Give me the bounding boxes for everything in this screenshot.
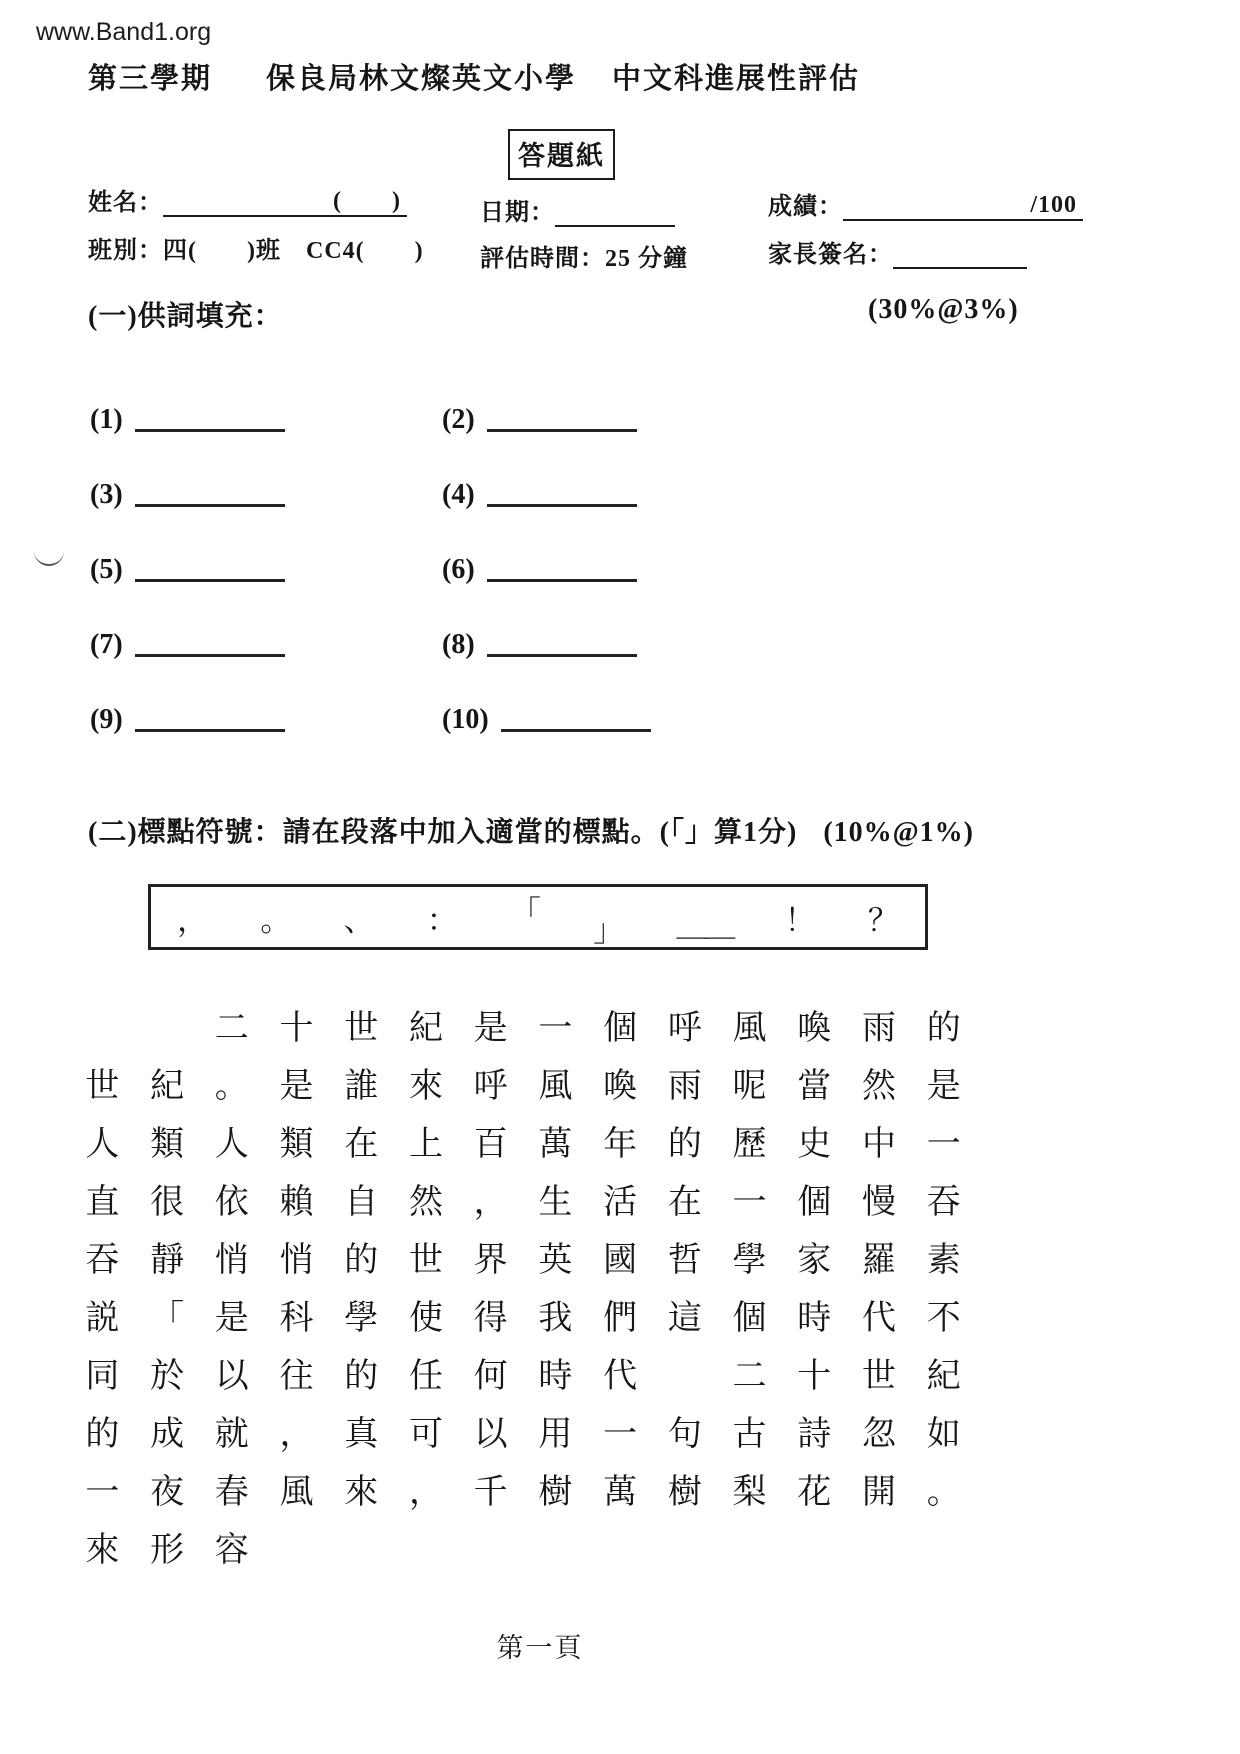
paragraph-row: [70, 1290, 976, 1348]
char-cell: 一: [603, 1416, 638, 1453]
char-cell: 開: [861, 1474, 896, 1511]
fill-in-blank-item: [90, 546, 442, 584]
class-value: 四( )班 CC4( ): [163, 238, 424, 264]
char-cell: 就: [214, 1416, 249, 1453]
char-cell: 時: [538, 1358, 573, 1395]
char-cell: 個: [603, 1010, 638, 1047]
char-cell: 雨: [667, 1068, 702, 1105]
char-cell: 一: [85, 1474, 120, 1511]
char-cell: 春: [214, 1474, 249, 1511]
fill-in-blank-item: [90, 696, 442, 734]
paragraph-row: [70, 1000, 976, 1058]
char-cell: 十: [797, 1358, 832, 1395]
watermark: www.Band1.org: [36, 18, 212, 46]
char-cell: 自: [344, 1184, 379, 1221]
answer-sheet-label: 答題紙: [508, 129, 615, 180]
char-cell: 得: [473, 1300, 508, 1337]
char-cell: ，: [408, 1474, 443, 1511]
document-title: [88, 56, 860, 97]
answer-blank-line[interactable]: [487, 429, 637, 432]
paragraph-row: [70, 1522, 976, 1580]
date-input-line[interactable]: [555, 195, 675, 227]
char-cell: 往: [279, 1358, 314, 1395]
char-cell: 學: [344, 1300, 379, 1337]
punctuation-symbol: ？: [867, 902, 899, 938]
char-cell: 二: [214, 1010, 249, 1047]
section2-marks: (10%@1%): [823, 817, 975, 848]
char-cell: 史: [797, 1126, 832, 1163]
char-cell: 在: [344, 1126, 379, 1163]
char-cell: 一: [926, 1126, 961, 1163]
char-cell: 然: [408, 1184, 443, 1221]
char-cell: 是: [473, 1010, 508, 1047]
char-cell: 世: [344, 1010, 379, 1047]
blank-number: (2): [442, 404, 475, 435]
char-cell: 是: [279, 1068, 314, 1105]
char-cell: 使: [408, 1300, 443, 1337]
char-cell: 萬: [538, 1126, 573, 1163]
date-label: 日期：: [480, 200, 555, 226]
char-cell: 十: [279, 1010, 314, 1047]
char-cell: 代: [861, 1300, 896, 1337]
char-cell: ，: [279, 1416, 314, 1453]
answer-blank-line[interactable]: [135, 729, 285, 732]
char-cell: 類: [150, 1126, 185, 1163]
char-cell: 英: [538, 1242, 573, 1279]
char-cell: 風: [538, 1068, 573, 1105]
char-cell: 上: [408, 1126, 443, 1163]
score-label: 成績：: [768, 194, 843, 220]
char-cell: 世: [861, 1358, 896, 1395]
char-cell: 紀: [408, 1010, 443, 1047]
paragraph-row: [70, 1406, 976, 1464]
stray-pen-mark: [34, 548, 64, 566]
name-input-line[interactable]: [163, 185, 407, 217]
char-cell: 樹: [538, 1474, 573, 1511]
char-cell: 任: [408, 1358, 443, 1395]
char-cell: 呼: [667, 1010, 702, 1047]
fill-in-blank-item: [442, 696, 794, 734]
answer-blank-line[interactable]: [487, 654, 637, 657]
char-cell: 靜: [150, 1242, 185, 1279]
fill-in-blank-item: [442, 396, 794, 434]
duration-value: 25 分鐘: [605, 246, 688, 272]
char-cell: 學: [732, 1242, 767, 1279]
char-cell: 夜: [150, 1474, 185, 1511]
name-bracket-suffix: ( ): [333, 188, 401, 214]
char-cell: 時: [797, 1300, 832, 1337]
blank-number: (8): [442, 629, 475, 660]
blank-number: (1): [90, 404, 123, 435]
char-cell: 吞: [85, 1242, 120, 1279]
char-cell: 代: [603, 1358, 638, 1395]
char-cell: 哲: [667, 1242, 702, 1279]
fill-in-blank-item: [90, 471, 442, 509]
char-cell: 於: [150, 1358, 185, 1395]
parent-signature-label: 家長簽名：: [768, 242, 893, 268]
blank-number: (9): [90, 704, 123, 735]
char-cell: 來: [85, 1532, 120, 1569]
term-label: 第三學期: [88, 63, 213, 95]
paragraph-row: [70, 1232, 976, 1290]
fill-in-blank-item: [442, 621, 794, 659]
punctuation-symbol: 。: [260, 902, 292, 938]
char-cell: 説: [85, 1300, 120, 1337]
school-name: 保良局林文燦英文小學: [266, 63, 577, 95]
name-field: [88, 182, 407, 217]
char-cell: 活: [603, 1184, 638, 1221]
char-cell: 的: [926, 1010, 961, 1047]
answer-blank-line[interactable]: [135, 579, 285, 582]
assessment-name: 中文科進展性評估: [612, 63, 861, 95]
char-cell: 。: [214, 1068, 249, 1105]
char-cell: 詩: [797, 1416, 832, 1453]
punctuation-symbol: 」: [593, 912, 625, 948]
blank-number: (5): [90, 554, 123, 585]
fill-in-blank-item: [90, 621, 442, 659]
char-cell: 類: [279, 1126, 314, 1163]
char-cell: 的: [344, 1242, 379, 1279]
char-cell: 形: [150, 1532, 185, 1569]
char-cell: 一: [732, 1184, 767, 1221]
char-cell: 直: [85, 1184, 120, 1221]
char-cell: 樹: [667, 1474, 702, 1511]
char-cell: 「: [150, 1300, 185, 1337]
char-cell: 忽: [861, 1416, 896, 1453]
char-cell: 。: [926, 1474, 961, 1511]
char-cell: 科: [279, 1300, 314, 1337]
char-cell: 這: [667, 1300, 702, 1337]
paragraph-row: [70, 1174, 976, 1232]
paragraph-row: [70, 1348, 976, 1406]
duration-label: 評估時間：: [480, 246, 605, 272]
char-cell: 喚: [797, 1010, 832, 1047]
char-cell: 喚: [603, 1068, 638, 1105]
name-label: 姓名：: [88, 190, 163, 216]
paragraph-row: [70, 1464, 976, 1522]
char-cell: 個: [732, 1300, 767, 1337]
char-cell: 賴: [279, 1184, 314, 1221]
char-cell: 如: [926, 1416, 961, 1453]
char-cell: 雨: [861, 1010, 896, 1047]
char-cell: 人: [214, 1126, 249, 1163]
char-cell: 用: [538, 1416, 573, 1453]
score-max: /100: [1030, 192, 1077, 218]
answer-blank-line[interactable]: [487, 504, 637, 507]
paragraph-grid: [70, 1000, 976, 1580]
score-field: [768, 186, 1083, 221]
char-cell: 千: [473, 1474, 508, 1511]
char-cell: 的: [85, 1416, 120, 1453]
answer-blank-line[interactable]: [135, 429, 285, 432]
fill-in-blank-item: [90, 396, 442, 434]
char-cell: 素: [926, 1242, 961, 1279]
char-cell: 何: [473, 1358, 508, 1395]
char-cell: 風: [279, 1474, 314, 1511]
page-number: 第一頁: [496, 1633, 584, 1663]
duration-field: [480, 238, 688, 273]
answer-blank-line[interactable]: [135, 504, 285, 507]
section2-heading: [88, 810, 974, 850]
char-cell: 界: [473, 1242, 508, 1279]
char-cell: 家: [797, 1242, 832, 1279]
parent-signature-line[interactable]: [893, 237, 1027, 269]
char-cell: 萬: [603, 1474, 638, 1511]
char-cell: 當: [797, 1068, 832, 1105]
char-cell: 以: [473, 1416, 508, 1453]
punctuation-symbol: ！: [784, 902, 816, 938]
char-cell: 年: [603, 1126, 638, 1163]
fill-in-blanks-grid: [90, 396, 794, 734]
punctuation-symbol: ＿＿: [676, 906, 733, 942]
char-cell: 風: [732, 1010, 767, 1047]
char-cell: 真: [344, 1416, 379, 1453]
char-cell: 的: [344, 1358, 379, 1395]
char-cell: 一: [538, 1010, 573, 1047]
char-cell: 來: [408, 1068, 443, 1105]
char-cell: 容: [214, 1532, 249, 1569]
char-cell: 是: [926, 1068, 961, 1105]
char-cell: 羅: [861, 1242, 896, 1279]
char-cell: 在: [667, 1184, 702, 1221]
char-cell: 人: [85, 1126, 120, 1163]
answer-blank-line[interactable]: [487, 579, 637, 582]
punctuation-symbol: 「: [509, 894, 541, 930]
char-cell: 來: [344, 1474, 379, 1511]
score-input-line[interactable]: [843, 189, 1083, 221]
paragraph-row: [70, 1058, 976, 1116]
char-cell: 歷: [732, 1126, 767, 1163]
char-cell: 依: [214, 1184, 249, 1221]
char-cell: 然: [861, 1068, 896, 1105]
char-cell: 紀: [926, 1358, 961, 1395]
char-cell: 誰: [344, 1068, 379, 1105]
blank-number: (10): [442, 704, 489, 735]
answer-blank-line[interactable]: [135, 654, 285, 657]
section2-title: (二)標點符號：請在段落中加入適當的標點。(「」算1分): [88, 817, 798, 848]
punctuation-symbol: ：: [426, 902, 458, 938]
char-cell: 生: [538, 1184, 573, 1221]
punctuation-symbol: 、: [343, 902, 375, 938]
punctuation-options-box: [148, 884, 928, 950]
char-cell: 花: [797, 1474, 832, 1511]
char-cell: 呼: [473, 1068, 508, 1105]
fill-in-blank-item: [442, 471, 794, 509]
char-cell: 古: [732, 1416, 767, 1453]
char-cell: 成: [150, 1416, 185, 1453]
char-cell: 世: [85, 1068, 120, 1105]
char-cell: 慢: [861, 1184, 896, 1221]
char-cell: 可: [408, 1416, 443, 1453]
char-cell: 紀: [150, 1068, 185, 1105]
blank-number: (7): [90, 629, 123, 660]
char-cell: 們: [603, 1300, 638, 1337]
char-cell: 中: [861, 1126, 896, 1163]
char-cell: 是: [214, 1300, 249, 1337]
char-cell: 世: [408, 1242, 443, 1279]
parent-signature-field: [768, 234, 1027, 269]
section1-marks: (30%@3%): [868, 294, 1019, 325]
char-cell: 悄: [214, 1242, 249, 1279]
char-cell: 百: [473, 1126, 508, 1163]
date-field: [480, 192, 675, 227]
blank-number: (4): [442, 479, 475, 510]
char-cell: 不: [926, 1300, 961, 1337]
paragraph-row: [70, 1116, 976, 1174]
blank-number: (3): [90, 479, 123, 510]
punctuation-symbol: ，: [177, 902, 209, 938]
char-cell: 句: [667, 1416, 702, 1453]
class-field: [88, 230, 424, 265]
char-cell: 我: [538, 1300, 573, 1337]
char-cell: 同: [85, 1358, 120, 1395]
char-cell: 呢: [732, 1068, 767, 1105]
char-cell: 很: [150, 1184, 185, 1221]
char-cell: 以: [214, 1358, 249, 1395]
char-cell: 梨: [732, 1474, 767, 1511]
char-cell: 悄: [279, 1242, 314, 1279]
char-cell: 吞: [926, 1184, 961, 1221]
char-cell: 二: [732, 1358, 767, 1395]
answer-blank-line[interactable]: [501, 729, 651, 732]
class-label: 班別：: [88, 238, 163, 264]
fill-in-blank-item: [442, 546, 794, 584]
char-cell: 的: [667, 1126, 702, 1163]
char-cell: 國: [603, 1242, 638, 1279]
section1-heading: (一)供詞填充：: [88, 301, 283, 332]
char-cell: ，: [473, 1184, 508, 1221]
blank-number: (6): [442, 554, 475, 585]
char-cell: 個: [797, 1184, 832, 1221]
